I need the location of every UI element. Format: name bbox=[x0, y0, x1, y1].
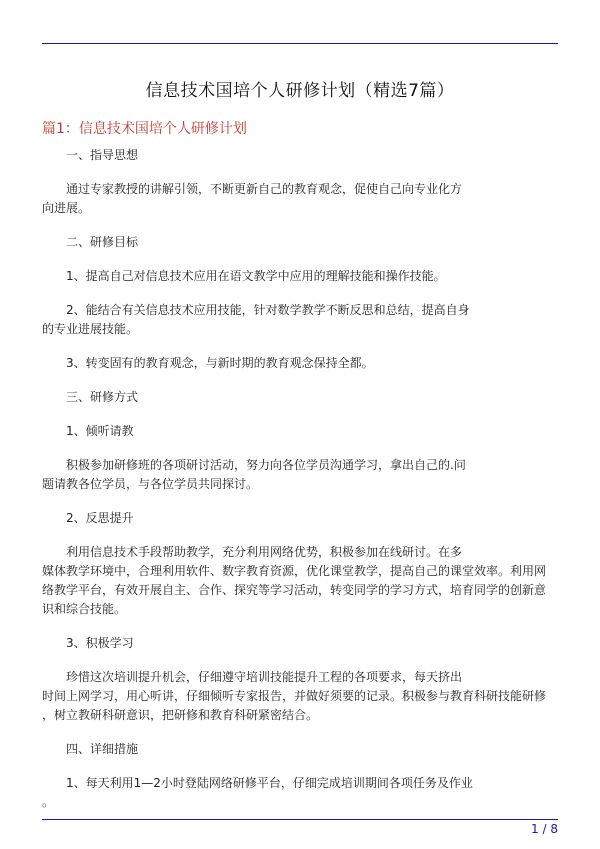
subheading: 三、研修方式 bbox=[66, 390, 139, 404]
paragraph-line: 2、能结合有关信息技术应用技能，针对数学教学不断反思和总结，提高自身 bbox=[66, 303, 470, 317]
document-body bbox=[42, 146, 558, 827]
page-indicator: 1 / 8 bbox=[531, 822, 558, 836]
paragraph-line: 1、提高自己对信息技术应用在语文教学中应用的理解技能和操作技能。 bbox=[66, 269, 446, 283]
subheading: 1、倾听请教 bbox=[66, 424, 134, 438]
paragraph bbox=[42, 180, 558, 218]
paragraph bbox=[42, 774, 558, 812]
paragraph-line: 时间上网学习，用心听讲，仔细倾听专家报告，并做好须要的记录。积极参与教育科研技能研修 bbox=[42, 689, 547, 703]
paragraph bbox=[42, 456, 558, 494]
subheading: 四、详细措施 bbox=[66, 742, 139, 756]
paragraph-line: 。 bbox=[42, 795, 55, 809]
paragraph-line: 3、转变固有的教育观念，与新时期的教育观念保持全都。 bbox=[66, 356, 374, 370]
subheading: 3、积极学习 bbox=[66, 636, 134, 650]
paragraph-line: 识和综合技能。 bbox=[42, 602, 127, 616]
paragraph-line: 络教学平台，有效开展自主、合作、探究等学习活动，转变同学的学习方式，培育同学的创新意 bbox=[42, 583, 547, 597]
subheading: 二、研修目标 bbox=[66, 235, 139, 249]
paragraph bbox=[42, 301, 558, 339]
paragraph-line: 题请教各位学员，与各位学员共同探讨。 bbox=[42, 477, 259, 491]
paragraph-line: 1、每天利用1—2小时登陆网络研修平台，仔细完成培训期间各项任务及作业 bbox=[66, 776, 473, 790]
paragraph-line: 利用信息技术手段帮助教学，充分利用网络优势，积极参加在线研讨。在多 bbox=[66, 545, 463, 559]
paragraph bbox=[42, 543, 558, 619]
subheading: 2、反思提升 bbox=[66, 511, 134, 525]
footer-rule bbox=[42, 819, 558, 820]
paragraph-line: ，树立教研科研意识，把研修和教育科研紧密结合。 bbox=[42, 708, 319, 722]
paragraph-line: 积极参加研修班的各项研讨活动，努力向各位学员沟通学习，拿出自己的.问 bbox=[66, 458, 466, 472]
paragraph-line: 的专业进展技能。 bbox=[42, 322, 139, 336]
paragraph-line: 向进展。 bbox=[42, 201, 91, 215]
document-title: 信息技术国培个人研修计划（精选7篇） bbox=[145, 81, 455, 101]
subheading: 一、指导思想 bbox=[66, 148, 139, 162]
paragraph-line: 通过专家教授的讲解引领，不断更新自己的教育观念，促使自己向专业化方 bbox=[66, 182, 463, 196]
paragraph bbox=[42, 354, 558, 373]
paragraph bbox=[42, 267, 558, 286]
paragraph bbox=[42, 668, 558, 725]
paragraph-line: 珍惜这次培训提升机会，仔细遵守培训技能提升工程的各项要求，每天挤出 bbox=[66, 670, 463, 684]
paragraph-line: 媒体教学环境中，合理利用软件、数字教育资源，优化课堂教学，提高自己的课堂效率。利用网 bbox=[42, 564, 547, 578]
section-heading: 篇1：信息技术国培个人研修计划 bbox=[42, 121, 247, 137]
header-rule bbox=[42, 43, 558, 44]
